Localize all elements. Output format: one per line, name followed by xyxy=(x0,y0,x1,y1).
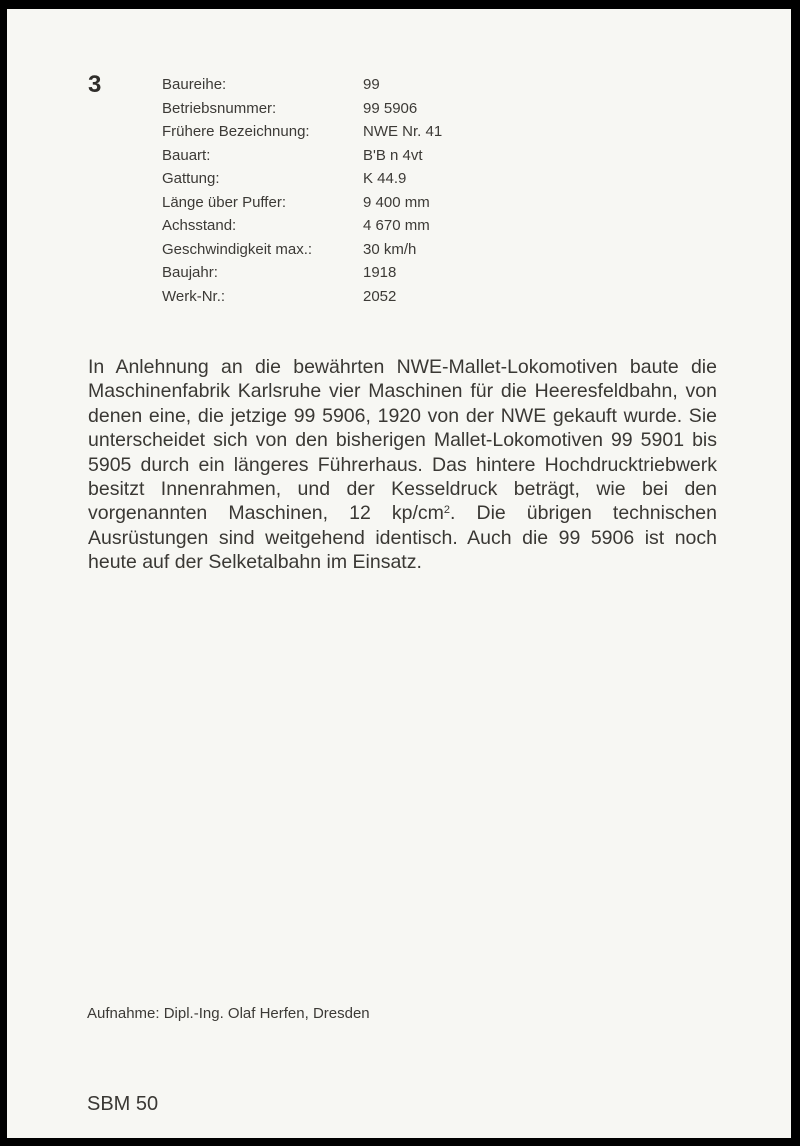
series-number: SBM 50 xyxy=(87,1093,159,1115)
spec-value: B'B n 4vt xyxy=(363,146,423,164)
spec-value: 2052 xyxy=(363,287,397,305)
spec-value: 1918 xyxy=(363,264,397,281)
spec-row-geschwindigkeit xyxy=(162,238,442,262)
spec-label: Werk-Nr.: xyxy=(162,287,226,305)
spec-value: 4 670 mm xyxy=(363,217,430,234)
card-number: 3 xyxy=(88,71,102,98)
spec-row-laenge xyxy=(162,191,442,215)
spec-row-baureihe xyxy=(162,73,442,97)
spec-value: 99 xyxy=(363,76,380,93)
postcard-back xyxy=(7,9,791,1138)
spec-label: Achsstand: xyxy=(162,217,237,234)
spec-row-baujahr xyxy=(162,261,442,285)
spec-label: Baujahr: xyxy=(162,264,218,281)
spec-value: 30 km/h xyxy=(363,240,417,258)
spec-row-gattung xyxy=(162,167,442,191)
spec-value: K 44.9 xyxy=(363,170,407,187)
spec-label: Länge über Puffer: xyxy=(162,193,286,211)
description-text xyxy=(88,355,717,575)
superscript-exponent: 2 xyxy=(443,504,450,517)
spec-label: Geschwindigkeit max.: xyxy=(162,240,313,258)
spec-row-werk-nr xyxy=(162,285,442,309)
spec-row-bauart xyxy=(162,144,442,168)
spec-value: 9 400 mm xyxy=(363,193,430,211)
spec-label: Frühere Bezeichnung: xyxy=(162,123,310,140)
photo-credit: Aufnahme: Dipl.-Ing. Olaf Herfen, Dresden xyxy=(87,1005,370,1022)
spec-label: Gattung: xyxy=(162,170,220,187)
spec-label: Bauart: xyxy=(162,146,211,164)
spec-row-fruehere-bezeichnung xyxy=(162,120,442,144)
spec-label: Baureihe: xyxy=(162,76,227,93)
spec-row-betriebsnummer xyxy=(162,97,442,121)
spec-label: Betriebsnummer: xyxy=(162,99,277,117)
spec-table xyxy=(162,73,442,308)
spec-value: 99 5906 xyxy=(363,99,418,117)
spec-row-achsstand xyxy=(162,214,442,238)
spec-value: NWE Nr. 41 xyxy=(363,123,443,140)
description-end: . Die übrigen technischen Ausrüstungen sind weitgehend identisch. Auch die 99 5906 ist noch heute auf der Selketalbahn im Einsatz. xyxy=(88,502,717,574)
description-main: In Anlehnung an die bewährten NWE-Mallet-Lokomotiven baute die Maschinenfabrik Karlsruhe vier Maschinen für die Heeresfeldbahn, von denen eine, die jetzige 99 5906, 1920 von der NWE gekauft wurde. Sie unterscheidet sich von den bisherigen Mallet-Lokomotiven 99 5901 bis 5905 durch ein längeres Führerhaus. Das hintere Hochdrucktriebwerk besitzt Innenrahmen, und der Kesseldruck beträgt, wie bei den vorgenannten Maschinen, 12 kp/cm xyxy=(88,356,717,525)
